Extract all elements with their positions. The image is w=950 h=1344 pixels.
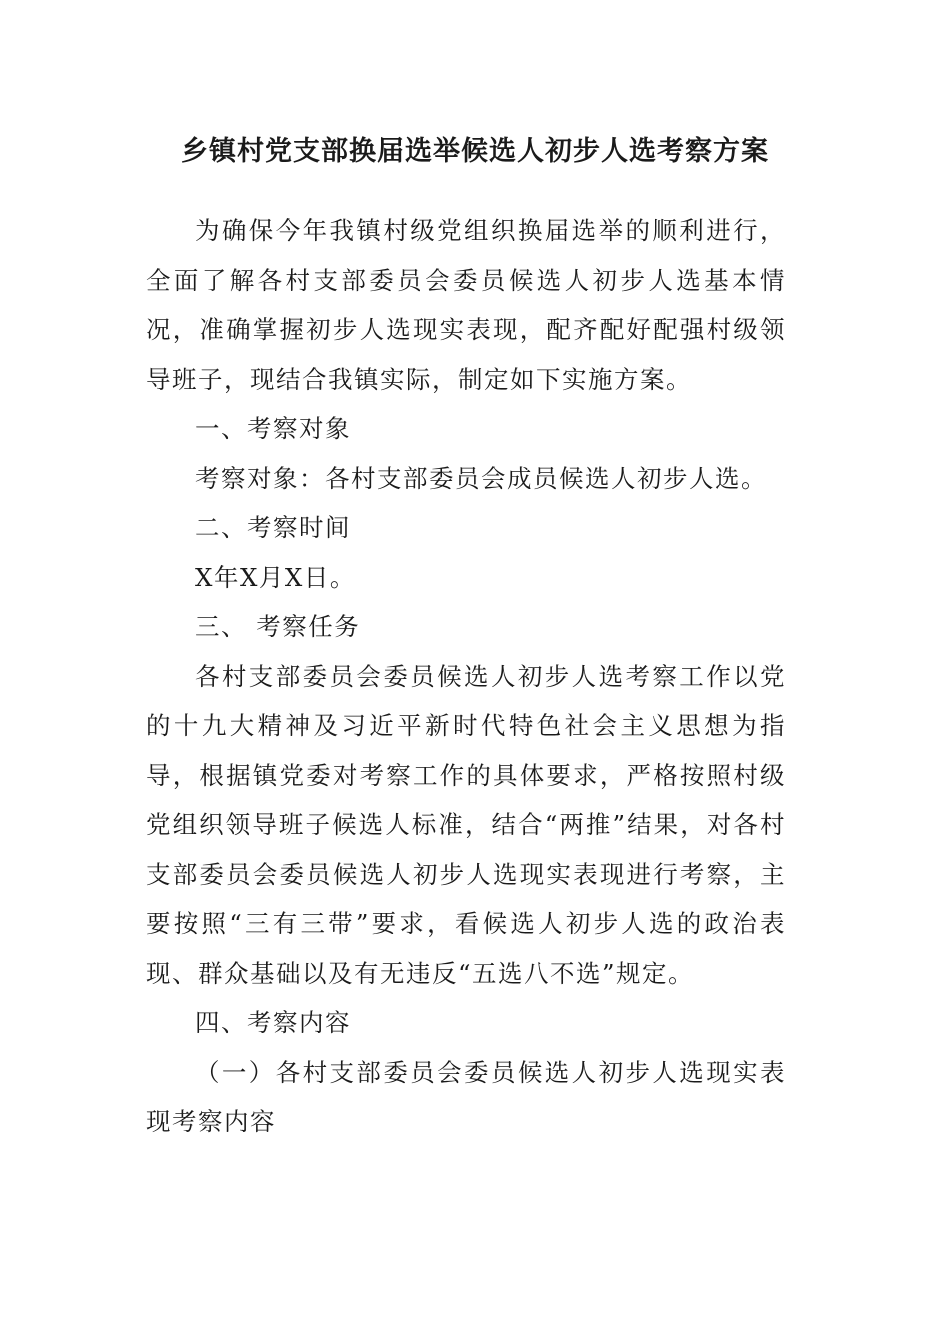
intro-paragraph: 为确保今年我镇村级党组织换届选举的顺利进行，全面了解各村支部委员会委员候选人初步人选基本情况，准确掌握初步人选现实表现，配齐配好配强村级领导班子，现结合我镇实际，制定如下实施方案。 [146,216,786,394]
document-body [146,206,786,1147]
section-body-1: 考察对象：各村支部委员会成员候选人初步人选。 [195,463,767,493]
section-heading-2: 二、考察时间 [195,513,351,542]
section-body-4: （一）各村支部委员会委员候选人初步人选现实表现考察内容 [146,1057,786,1136]
section-heading-4: 四、考察内容 [195,1008,351,1037]
document-title: 乡镇村党支部换届选举候选人初步人选考察方案 [181,136,769,167]
section-body-3: 各村支部委员会委员候选人初步人选考察工作以党的十九大精神及习近平新时代特色社会主义思想为指导，根据镇党委对考察工作的具体要求，严格按照村级党组织领导班子候选人标准，结合“两推”结果，对各村支部委员会委员候选人初步人选现实表现进行考察，主要按照“三有三带”要求，看候选人初步人选的政治表现、群众基础以及有无违反“五选八不选”规定。 [146,661,786,988]
section-body-2: X年X月X日。 [195,562,356,592]
section-heading-1: 一、考察对象 [195,414,351,443]
section-heading-3: 三、 考察任务 [195,612,361,641]
